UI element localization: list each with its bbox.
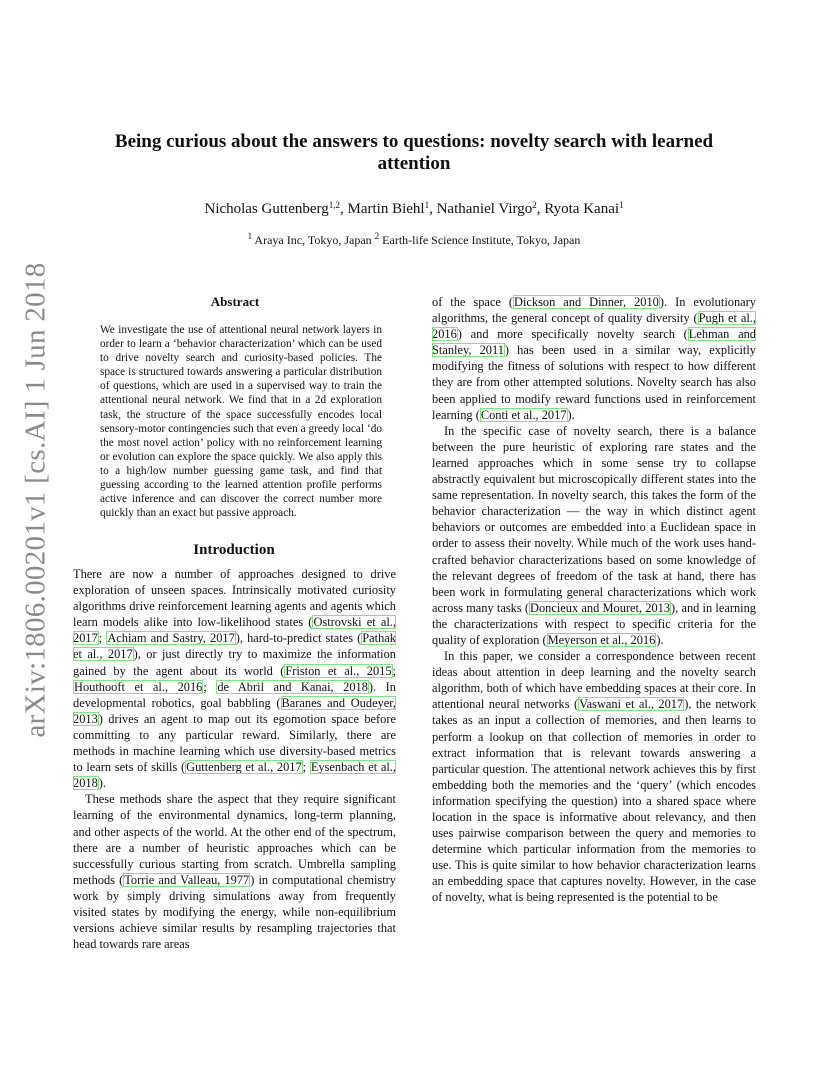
affiliation-text: Araya Inc, Tokyo, Japan [252,233,375,247]
body-text: ). In developmental robotics, goal babbling ( [73,679,396,710]
affiliation-text: Earth-life Science Institute, Tokyo, Japan [379,233,581,247]
left-column-body [73,566,396,952]
body-text: These methods share the aspect that they require significant learning of the environmental dynamics, long-term planning, and other aspects of the world. At the other end of the spectrum, there are a number of heuristic approaches which can be successfully curious starting from scratch. Umbrella sampling methods ( [73,792,396,887]
affiliation-mark: 2 [374,231,380,241]
body-text: ) and more specifically novelty search ( [457,327,688,342]
body-paragraph [432,648,756,906]
citation-link[interactable]: Pugh et al., 2016 [432,311,756,342]
abstract-heading: Abstract [210,294,260,309]
citation-link[interactable]: Vaswani et al., 2017 [579,697,684,712]
body-text: ) drives an agent to map out its egomotion space before committing to any particular reward. Similarly, there are methods in machine learning which use diversity-based metrics to learn sets of skills ( [73,711,396,775]
citation-link[interactable]: Baranes and Oudeyer, 2013 [73,695,396,726]
paper-title: Being curious about the answers to questions: novelty search with learned attention [114,131,714,174]
body-text: of the space ( [432,295,513,309]
body-paragraph [73,791,396,952]
body-paragraph [432,294,756,423]
body-text: ; [203,679,217,694]
body-text: ) has been used in a similar way, explicitly modifying the fitness of solutions with respect to how different they are from other attempted solutions. Novelty search has also been applied to modify reward functions used in reinforcement learning ( [432,343,756,422]
body-paragraph [432,423,756,648]
author-name: Martin Biehl [347,201,425,217]
body-text: ). [567,407,575,422]
author-affiliation-mark: 1 [619,200,624,210]
body-text: ), the network takes as an input a collection of memories, and then learns to perform a lookup on that collection of memories in order to extract information that is relevant towards answering a particular question. The attentional network achieves this by first embedding both the memories and the ‘query’ (which encodes information specifying the question) into a shared space where location in the space is informative about relevancy, and then uses pairwise comparison between the query and memories to determine which particular information from the memories to use. This is quite similar to how behavior characterization learns an embedding space that captures novelty. However, in the case of novelty, what is being represented is the potential to be [432,697,756,905]
author-affiliation-mark: 2 [532,200,537,210]
body-text: ), and in learning the characterizations with respect to specific criteria for the quality of exploration ( [432,600,756,647]
right-column-body [432,294,756,906]
body-text: ), or just directly try to maximize the information gained by the agent about its world ( [73,647,396,678]
author-name: Ryota Kanai [544,201,620,217]
citation-link[interactable]: Friston et al., 2015 [285,663,392,678]
citation-link[interactable]: Torrie and Valleau, 1977 [124,872,250,887]
citation-link[interactable]: Dickson and Dinner, 2010 [514,295,659,309]
body-text: ). [98,776,107,791]
introduction-heading: Introduction [193,542,275,558]
citation-link[interactable]: Ostrovski et al., 2017 [73,615,397,646]
abstract-text: We investigate the use of attentional neural network layers in order to learn a ‘behavior characterization’ which can be used to drive novelty search and curiosity-based policies. The space is structured towards answering a particular distribution of questions, which are used in a supervised way to train the attentional neural network. We find that in a 2d exploration task, the structure of the space successfully encodes local sensory-motor contingencies such that even a greedy local ‘do the most novel action’ policy with no reinforcement learning or evolution can explore the space quickly. We also apply this to a high/low number guessing game task, and find that guessing according to the learned attention profile performs active inference and can discover the correct number more quickly than an exact but passive approach. [100,324,382,520]
arxiv-sidebar [16,262,56,738]
body-text: ; [302,760,310,775]
author-name: Nicholas Guttenberg [204,201,329,217]
arxiv-identifier: arXiv:1806.00201v1 [cs.AI] 1 Jun 2018 [19,262,52,738]
citation-link[interactable]: Guttenberg et al., 2017 [186,760,302,775]
citation-link[interactable]: Conti et al., 2017 [480,407,567,422]
body-text: ). In evolutionary algorithms, the general concept of quality diversity ( [432,295,756,326]
author-list: Nicholas Guttenberg$^{1,2}$, Martin Biehl$^1$, Nathaniel Virgo$^2$, Ryota Kanai$^1$ [204,200,624,217]
body-text: ; [392,663,396,678]
citation-link[interactable]: Achiam and Sastry, 2017 [107,631,235,646]
affiliations [100,233,728,248]
citation-link[interactable]: Houthooft et al., 2016 [74,679,203,694]
citation-link[interactable]: Doncieux and Mouret, 2013 [530,600,671,615]
citation-link[interactable]: Eysenbach et al., 2018 [73,760,396,791]
body-text: In this paper, we consider a correspondence between recent ideas about attention in deep learning and the novelty search algorithm, both of which have embedding spaces at their core. In attentional neural networks ( [432,649,756,712]
author-affiliation-mark: 1 [424,200,430,210]
citation-link[interactable]: Meyerson et al., 2016 [547,632,656,647]
body-text: ), hard-to-predict states ( [235,631,362,646]
body-text: ; [98,631,107,646]
body-text: ) in computational chemistry work by simply driving simulations away from frequently visited states by modifying the energy, while non-equilibrium versions achieve similar results by resampling trajectories that head towards rare areas [73,872,396,952]
citation-link[interactable]: de Abril and Kanai, 2018 [217,679,368,694]
body-text: In the specific case of novelty search, there is a balance between the pure heuristic of exploring rare states and the learned approaches which in some sense try to collapse abstractly equivalent but microscopically different states into the same representation. In novelty search, this takes the form of the behavior characterization — the way in which distinct agent behaviors or outcomes are embedded into a Euclidean space in order to assess their novelty. While much of the work uses hand-crafted behavior characterizations based on some knowledge of the relevant degrees of freedom of the task at hand, there has been work in formulating general characterizations which work across many tasks ( [432,423,756,615]
author-affiliation-mark: 1,2 [328,200,341,210]
citation-link[interactable]: Lehman and Stanley, 2011 [432,327,756,358]
citation-link[interactable]: Pathak et al., 2017 [73,631,396,662]
body-text: ). [656,632,664,647]
author-name: Nathaniel Virgo [436,201,533,217]
body-paragraph [73,566,396,791]
body-text: There are now a number of approaches designed to drive exploration of unseen spaces. Intrinsically motivated curiosity algorithms drive reinforcement learning agents and agents which learn models alike into low-likelihood states ( [73,567,396,630]
affiliation-mark: 1 [247,231,253,241]
